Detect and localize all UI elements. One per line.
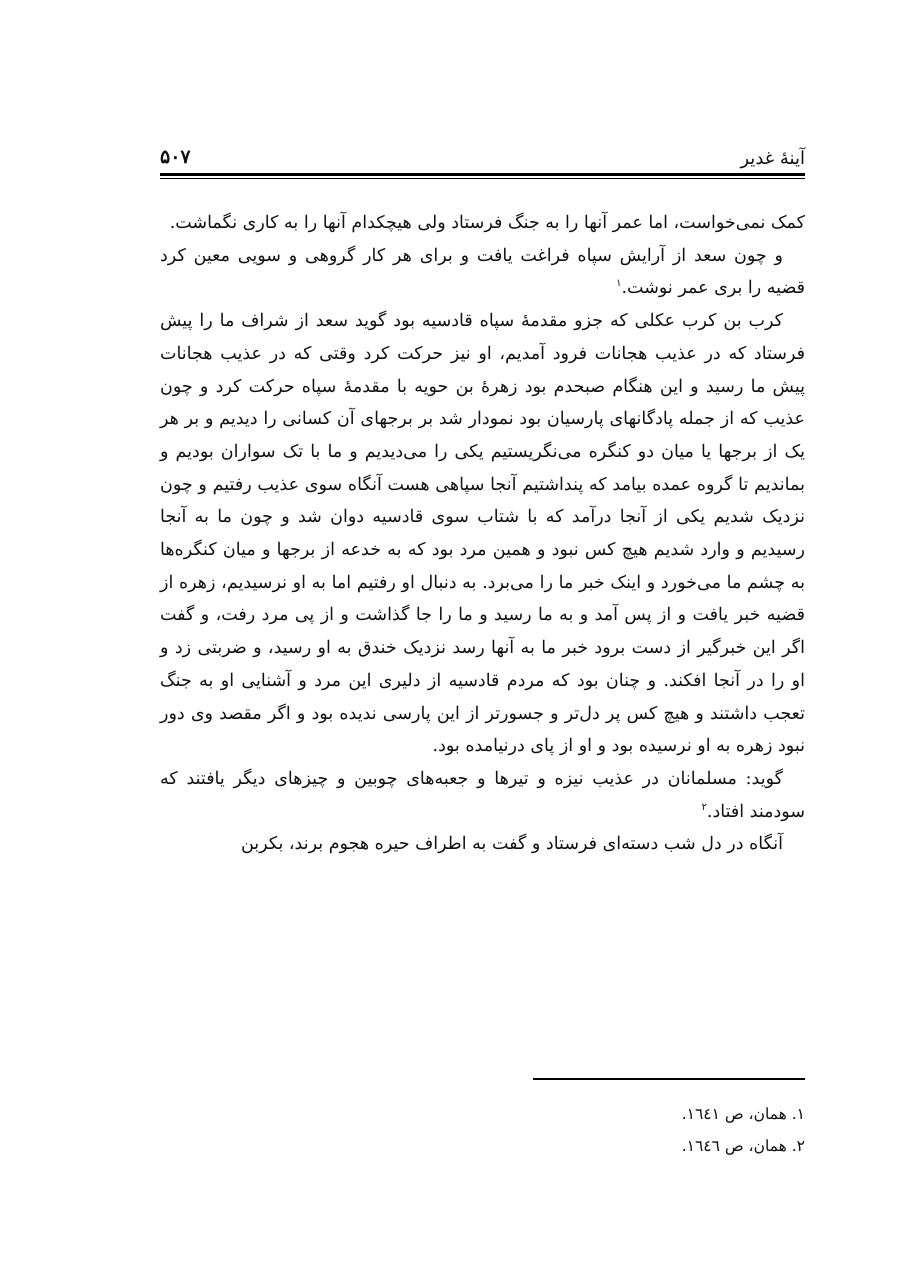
footnote-marker: ۲ <box>701 801 707 813</box>
header-rule-thin <box>160 178 805 179</box>
page-number: ۵۰۷ <box>160 146 191 168</box>
body-text <box>160 207 805 861</box>
footnotes <box>160 1098 805 1162</box>
paragraph: کرب بن کرب عکلی که جزو مقدمهٔ سپاه قادسیه بود گوید سعد از شراف ما را پیش فرستاد که در عذیب هجانات فرود آمدیم، او نیز حرکت کرد وقتی که در عذیب هجانات پیش ما رسید و این هنگام صبحدم بود زهرهٔ بن حویه با مقدمهٔ سپاه حرکت کرد و چون عذیب که از جمله پادگانهای پارسیان بود نمودار شد بر برجهای آن کسانی را دیدیم و بر هر یک از برجها یا میان دو کنگره می‌نگریستیم یکی را می‌دیدیم و ما با تک سواران بودیم و بماندیم تا گروه عمده بیامد که پنداشتیم آنجا سپاهی هست آنگاه سوی عذیب رفتیم و چون نزدیک شدیم یکی از آنجا درآمد که با شتاب سوی قادسیه دوان شد و چون ما به آنجا رسیدیم و وارد شدیم هیچ کس نبود و همین مرد بود که به خدعه از برجها و میان کنگره‌ها به چشم ما می‌خورد و اینک خبر ما را می‌برد. به دنبال او رفتیم اما به او نرسیدیم، زهره از قضیه خبر یافت و از پس آمد و به ما رسید و ما را جا گذاشت و از پی مرد رفت، و گفت اگر این خبرگیر از دست برود خبر ما به آنها رسد نزدیک خندق به او رسید، و ضربتی زد و او را در آنجا افکند. و چنان بود که مردم قادسیه از دلیری این مرد و آشنایی او به جنگ تعجب داشتند و هیچ کس پر دل‌تر و جسورتر از این پارسی ندیده بود و اگر مقصد وی دور نبود زهره به او نرسیده بود و او از پای درنیامده بود. <box>160 311 806 757</box>
page-header <box>160 143 805 173</box>
footnote-2: ۲. همان، ص ۱٦٤٦. <box>681 1137 805 1155</box>
paragraph: کمک نمی‌خواست، اما عمر آنها را به جنگ فرستاد ولی هیچکدام آنها را به کاری نگماشت. <box>169 213 805 233</box>
paragraph: گوید: مسلمانان در عذیب نیزه و تیرها و جعبه‌های چوبین و چیزهای دیگر یافتند که سودمند افتاد.$^۲$ <box>160 768 805 822</box>
footnote-separator <box>533 1078 805 1080</box>
running-title: آینهٔ غدیر <box>740 148 805 169</box>
footnote-1: ۱. همان، ص ۱٦٤۱. <box>681 1105 805 1123</box>
paragraph: و چون سعد از آرایش سپاه فراغت یافت و برای هر کار گروهی و سویی معین کرد قضیه را بری عمر نوشت.$^۱$ <box>160 245 805 299</box>
footnote-marker: ۱ <box>616 278 622 290</box>
paragraph: آنگاه در دل شب دسته‌ای فرستاد و گفت به اطراف حیره هجوم برند، بکربن <box>240 834 783 855</box>
document-page <box>160 0 805 1282</box>
header-rule-thick <box>160 173 805 176</box>
